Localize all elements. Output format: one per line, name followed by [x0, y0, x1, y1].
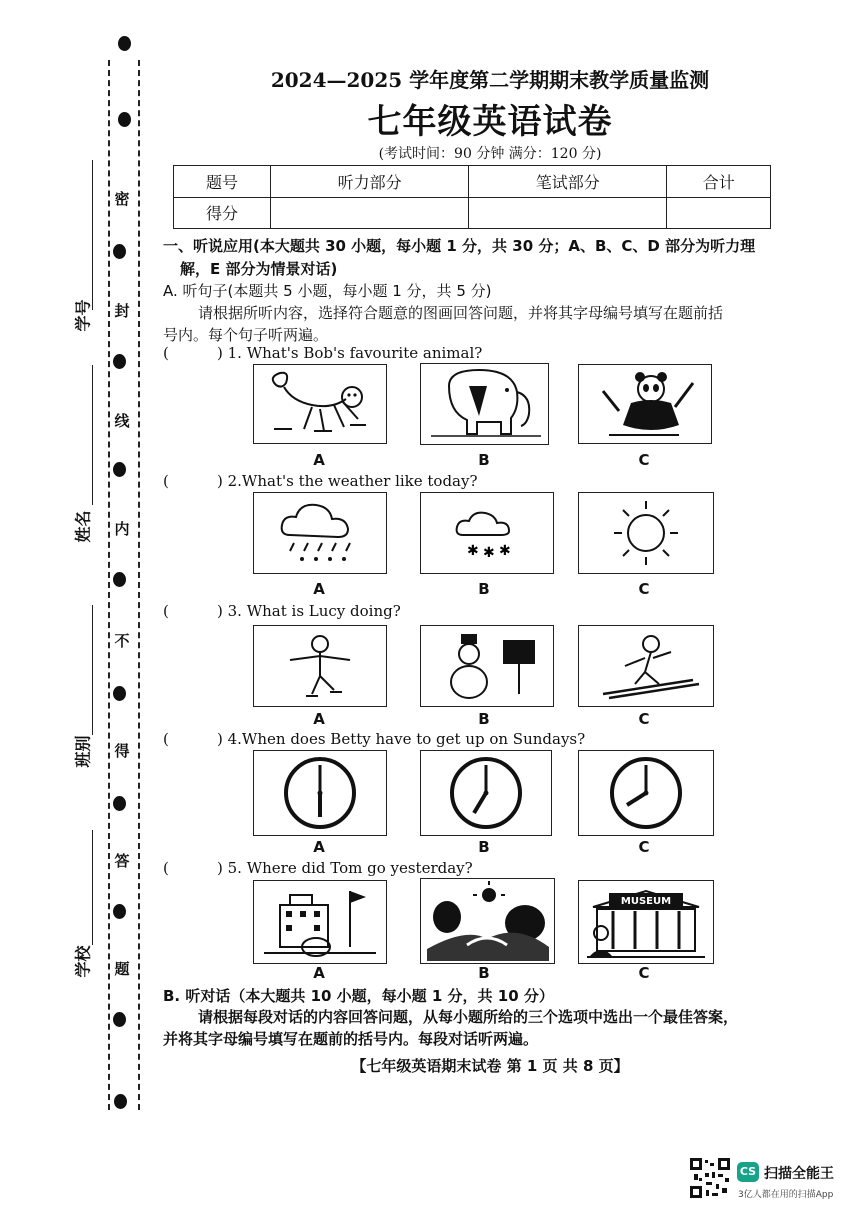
score-cell: 得分 — [174, 197, 271, 229]
question-3 — [163, 602, 401, 620]
panda-icon — [579, 365, 711, 443]
museum-sign-text: MUSEUM — [620, 896, 672, 907]
seal-char: 答 — [114, 852, 130, 870]
snowy-cloud-image[interactable] — [420, 492, 554, 574]
question-text: ) 1. What's Bob's favourite animal? — [217, 344, 483, 362]
name-line — [92, 365, 93, 505]
sun-image[interactable] — [578, 492, 714, 574]
qr-code — [690, 1158, 730, 1198]
seal-char: 内 — [114, 520, 130, 538]
score-cell: 题号 — [174, 166, 271, 198]
class-line — [92, 605, 93, 735]
skater-icon — [254, 626, 386, 706]
score-table — [173, 165, 771, 229]
cs-badge-icon: CS — [737, 1162, 759, 1182]
binding-hole — [113, 1012, 126, 1027]
school-building-icon — [254, 881, 386, 963]
score-cell: 合计 — [667, 166, 771, 198]
option-letter: B — [478, 580, 490, 598]
school-label: 学校 — [73, 945, 93, 978]
clock-icon — [254, 751, 386, 835]
snowman-image[interactable] — [420, 625, 554, 707]
answer-paren[interactable]: ( — [163, 344, 169, 362]
score-cell: 笔试部分 — [469, 166, 667, 198]
score-table-header-row — [174, 166, 771, 198]
question-text: ) 3. What is Lucy doing? — [217, 602, 401, 620]
question-text: ) 2.What's the weather like today? — [217, 472, 478, 490]
score-input-cell[interactable] — [271, 197, 469, 229]
binding-hole — [113, 686, 126, 701]
school-image[interactable] — [253, 880, 387, 964]
snowman-icon — [421, 626, 553, 706]
score-cell: 听力部分 — [271, 166, 469, 198]
option-letter: A — [313, 838, 325, 856]
seal-char: 得 — [114, 742, 130, 760]
binding-hole — [113, 796, 126, 811]
park-image[interactable] — [420, 878, 555, 964]
part-b-instructions: 请根据每段对话的内容回答问题，从每小题所给的三个选项中选出一个最佳答案， — [198, 1008, 739, 1026]
student-id-label: 学号 — [73, 299, 93, 332]
snow-cloud-icon — [421, 493, 553, 573]
elephant-icon — [421, 364, 548, 444]
student-id-line — [92, 160, 93, 310]
clock-seven-image[interactable] — [420, 750, 552, 836]
monkey-icon — [254, 365, 386, 443]
part-a-instructions: 请根据所听内容，选择符合题意的图画回答问题，并将其字母编号填写在题前括 — [198, 304, 724, 322]
part-a-heading: A. 听句子(本题共 5 小题，每小题 1 分，共 5 分) — [163, 282, 492, 300]
scanner-brand: 扫描全能王 — [764, 1166, 834, 1182]
option-letter: B — [478, 710, 490, 728]
park-icon — [421, 879, 554, 963]
panda-image[interactable] — [578, 364, 712, 444]
seal-char: 密 — [114, 190, 130, 208]
option-letter: B — [478, 964, 490, 982]
part-b-heading: B. 听对话（本大题共 10 小题，每小题 1 分，共 10 分） — [163, 987, 554, 1005]
school-line — [92, 830, 93, 945]
class-label: 班别 — [73, 735, 93, 768]
score-input-cell[interactable] — [667, 197, 771, 229]
binding-hole — [118, 36, 131, 51]
question-2 — [163, 472, 478, 490]
museum-image[interactable] — [578, 880, 714, 964]
clock-six-image[interactable] — [253, 750, 387, 836]
binding-hole — [113, 572, 126, 587]
option-letter: C — [638, 451, 650, 469]
svg-text:✱: ✱ — [467, 543, 479, 559]
score-input-cell[interactable] — [469, 197, 667, 229]
option-letter: B — [478, 451, 490, 469]
museum-building-icon — [579, 881, 713, 963]
option-letter: C — [638, 580, 650, 598]
rainy-cloud-image[interactable] — [253, 492, 387, 574]
answer-paren[interactable]: ( — [163, 472, 169, 490]
question-4 — [163, 730, 585, 748]
option-letter: C — [638, 710, 650, 728]
part-a-instructions-cont: 号内。每个句子听两遍。 — [163, 326, 329, 344]
option-letter: A — [313, 580, 325, 598]
question-1 — [163, 344, 482, 362]
monkey-image[interactable] — [253, 364, 387, 444]
clock-eight-image[interactable] — [578, 750, 714, 836]
seal-char: 封 — [114, 302, 130, 320]
answer-paren[interactable]: ( — [163, 859, 169, 877]
option-letter: A — [313, 964, 325, 982]
svg-text:✱: ✱ — [483, 545, 495, 561]
answer-paren[interactable]: ( — [163, 602, 169, 620]
scanner-tagline: 3亿人都在用的扫描App — [738, 1190, 834, 1200]
binding-hole — [114, 1094, 127, 1109]
section-heading: 一、听说应用(本大题共 30 小题，每小题 1 分，共 30 分；A、B、C、D 部分为听力理 — [163, 237, 756, 255]
seal-char: 线 — [114, 412, 130, 430]
answer-paren[interactable]: ( — [163, 730, 169, 748]
svg-text:✱: ✱ — [499, 543, 511, 559]
question-5 — [163, 859, 473, 877]
score-table-score-row — [174, 197, 771, 229]
question-text: ) 5. Where did Tom go yesterday? — [217, 859, 473, 877]
page-footer: 【七年级英语期末试卷 第 1 页 共 8 页】 — [351, 1057, 629, 1075]
option-letter: A — [313, 710, 325, 728]
name-label: 姓名 — [73, 510, 93, 543]
binding-hole — [113, 354, 126, 369]
sun-icon — [579, 493, 713, 573]
exam-title: 2024—2025 学年度第二学期期末教学质量监测 — [270, 68, 710, 92]
skiing-image[interactable] — [578, 625, 714, 707]
part-b-instructions-cont: 并将其字母编号填写在题前的括号内。每段对话听两遍。 — [163, 1030, 539, 1048]
section-heading-cont: 解，E 部分为情景对话) — [180, 260, 338, 278]
exam-subject-title: 七年级英语试卷 — [367, 102, 613, 142]
exam-meta: (考试时间：90 分钟 满分：120 分) — [378, 146, 602, 162]
clock-icon — [579, 751, 713, 835]
rain-cloud-icon — [254, 493, 386, 573]
option-letter: B — [478, 838, 490, 856]
ice-skating-image[interactable] — [253, 625, 387, 707]
clock-icon — [421, 751, 551, 835]
binding-hole — [113, 904, 126, 919]
elephant-image[interactable] — [420, 363, 549, 445]
option-letter: A — [313, 451, 325, 469]
option-letter: C — [638, 964, 650, 982]
binding-hole — [113, 462, 126, 477]
binding-hole — [113, 244, 126, 259]
seal-char: 不 — [114, 632, 130, 650]
seal-char: 题 — [114, 960, 130, 978]
question-text: ) 4.When does Betty have to get up on Sundays? — [217, 730, 586, 748]
skier-icon — [579, 626, 713, 706]
option-letter: C — [638, 838, 650, 856]
binding-dash-right — [138, 60, 140, 1110]
binding-dash-left — [108, 60, 110, 1110]
